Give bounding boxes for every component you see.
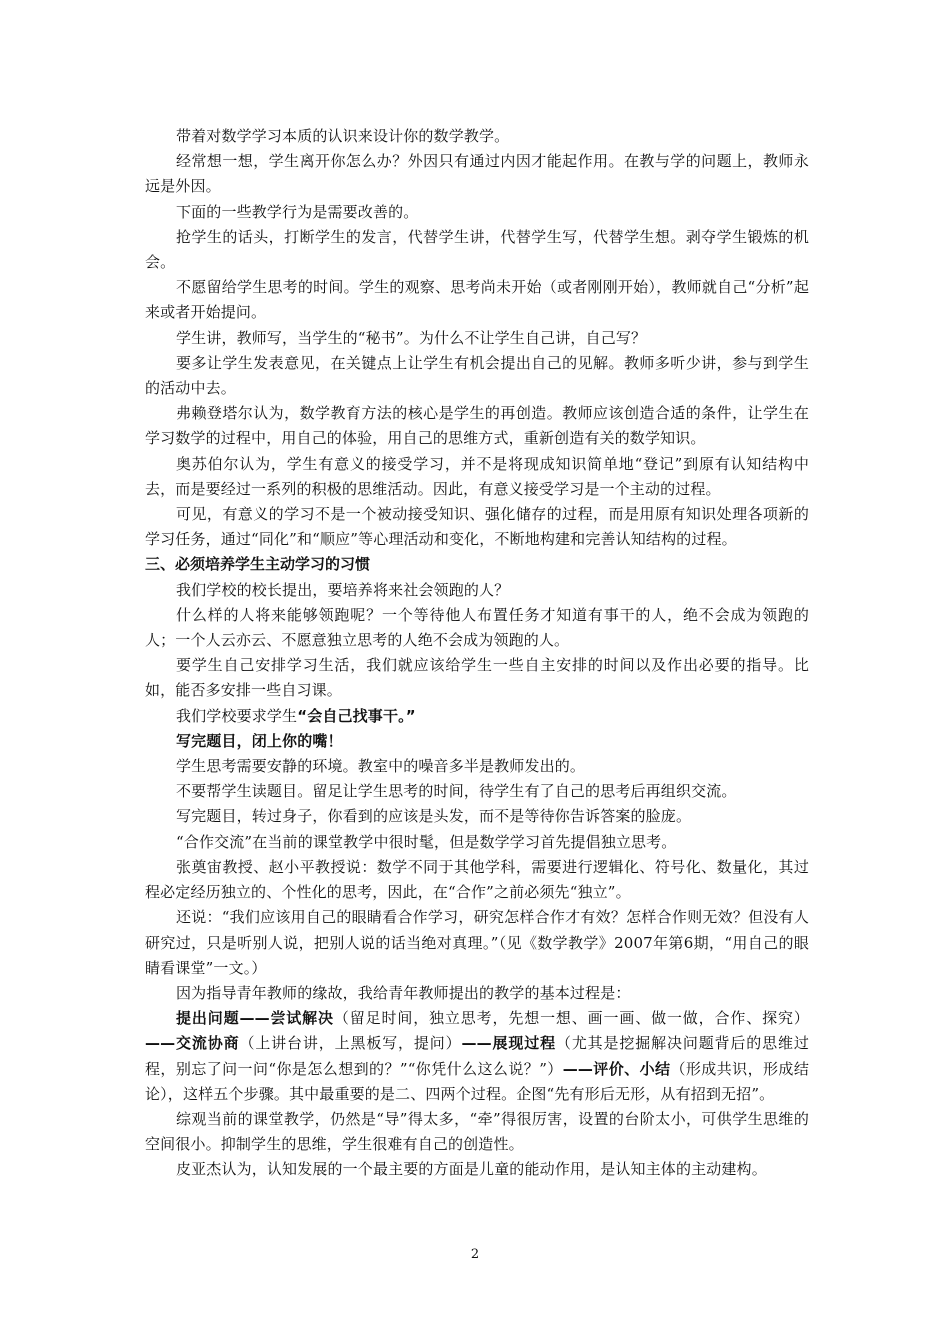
paragraph: 什么样的人将来能够领跑呢？一个等待他人布置任务才知道有事干的人，绝不会成为领跑的人；一个人云亦云、不愿意独立思考的人绝不会成为领跑的人。 (145, 605, 809, 650)
paragraph-text: 我们学校要求学生 (176, 706, 298, 725)
paragraph: 因为指导青年教师的缘故，我给青年教师提出的教学的基本过程是： (176, 983, 631, 1002)
paragraph: 写完题目，转过身子，你看到的应该是头发，而不是等待你告诉答案的脸庞。 (176, 807, 692, 826)
paragraph: 还说：“我们应该用自己的眼睛看合作学习，研究怎样合作才有效？怎样合作则无效？但没有人研究过，只是听别人说，把别人说的话当绝对真理。”（见《数学教学》2007年第6期，“用自己的眼睛看课堂”一文。） (145, 908, 809, 977)
section-heading: 三、必须培养学生主动学习的习惯 (145, 555, 371, 574)
paragraph: 综观当前的课堂教学，仍然是“导”得太多，“牵”得很厉害，设置的台阶太小，可供学生思维的空间很小。抑制学生的思维，学生很难有自己的创造性。 (145, 1109, 809, 1154)
step-detail: （尤其是挖掘解决问题背后的思维过程，别忘了问一问“你是怎么想到的？”“你凭什么这么说？”） (145, 1034, 809, 1078)
paragraph: 学生讲，教师写，当学生的“秘书”。为什么不让学生自己讲，自己写？ (176, 328, 647, 347)
paragraph: 要多让学生发表意见，在关键点上让学生有机会提出自己的见解。教师多听少讲，参与到学生的活动中去。 (145, 353, 809, 398)
page-number: 2 (470, 1247, 480, 1262)
paragraph: 抢学生的话头，打断学生的发言，代替学生讲，代替学生写，代替学生想。剥夺学生锻炼的机会。 (145, 227, 809, 272)
paragraph: 不愿留给学生思考的时间。学生的观察、思考尚未开始（或者刚刚开始），教师就自己“分析”起来或者开始提问。 (145, 278, 809, 322)
paragraph: 学生思考需要安静的环境。教室中的噪音多半是教师发出的。 (176, 757, 586, 776)
paragraph: 弗赖登塔尔认为，数学教育方法的核心是学生的再创造。教师应该创造合适的条件，让学生在学习数学的过程中，用自己的体验，用自己的思维方式，重新创造有关的数学知识。 (145, 404, 809, 448)
document-body (145, 124, 809, 1183)
teaching-process-paragraph (145, 1006, 809, 1107)
paragraph: “合作交流”在当前的课堂教学中很时髦，但是数学学习首先提倡独立思考。 (176, 832, 677, 851)
paragraph: 奥苏伯尔认为，学生有意义的接受学习，并不是将现成知识简单地“登记”到原有认知结构中去，而是要经过一系列的积极的思维活动。因此，有意义接受学习是一个主动的过程。 (145, 454, 809, 498)
step-label: 提出问题——尝试解决 (176, 1009, 334, 1028)
step-label: ——交流协商 (145, 1034, 240, 1053)
step-detail: （留足时间，独立思考，先想一想、画一画、做一做，合作、探究） (333, 1009, 809, 1028)
paragraph: 皮亚杰认为，认知发展的一个最主要的方面是儿童的能动作用，是认知主体的主动建构。 (176, 1160, 767, 1179)
step-label: ——展现过程 (461, 1034, 556, 1053)
paragraph: 下面的一些教学行为是需要改善的。 (176, 202, 419, 221)
paragraph: 经常想一想，学生离开你怎么办？外因只有通过内因才能起作用。在教与学的问题上，教师永远是外因。 (145, 152, 809, 196)
step-detail: （上讲台讲，上黑板写，提问） (239, 1034, 462, 1053)
paragraph (145, 704, 809, 729)
step-detail: （形成共识，形成结论），这样五个步骤。其中最重要的是二、四两个过程。企图“先有形后无形，从有招到无招”。 (145, 1059, 809, 1103)
paragraph: 我们学校的校长提出，要培养将来社会领跑的人？ (176, 580, 510, 599)
paragraph: 可见，有意义的学习不是一个被动接受知识、强化储存的过程，而是用原有知识处理各项新的学习任务，通过“同化”和“顺应”等心理活动和变化，不断地构建和完善认知结构的过程。 (145, 505, 809, 549)
step-label: ——评价、小结 (562, 1059, 671, 1078)
paragraph: 张奠宙教授、赵小平教授说：数学不同于其他学科，需要进行逻辑化、符号化、数量化，其过程必定经历独立的、个性化的思考，因此，在“合作”之前必须先“独立”。 (145, 857, 809, 902)
paragraph: 不要帮学生读题目。留足让学生思考的时间，待学生有了自己的思考后再组织交流。 (176, 782, 737, 801)
paragraph: 带着对数学学习本质的认识来设计你的数学教学。 (176, 127, 510, 145)
bold-quote: “会自己找事干。” (297, 706, 416, 725)
paragraph: 要学生自己安排学习生活，我们就应该给学生一些自主安排的时间以及作出必要的指导。比如，能否多安排一些自习课。 (145, 656, 809, 700)
bold-paragraph: 写完题目，闭上你的嘴！ (176, 731, 343, 750)
